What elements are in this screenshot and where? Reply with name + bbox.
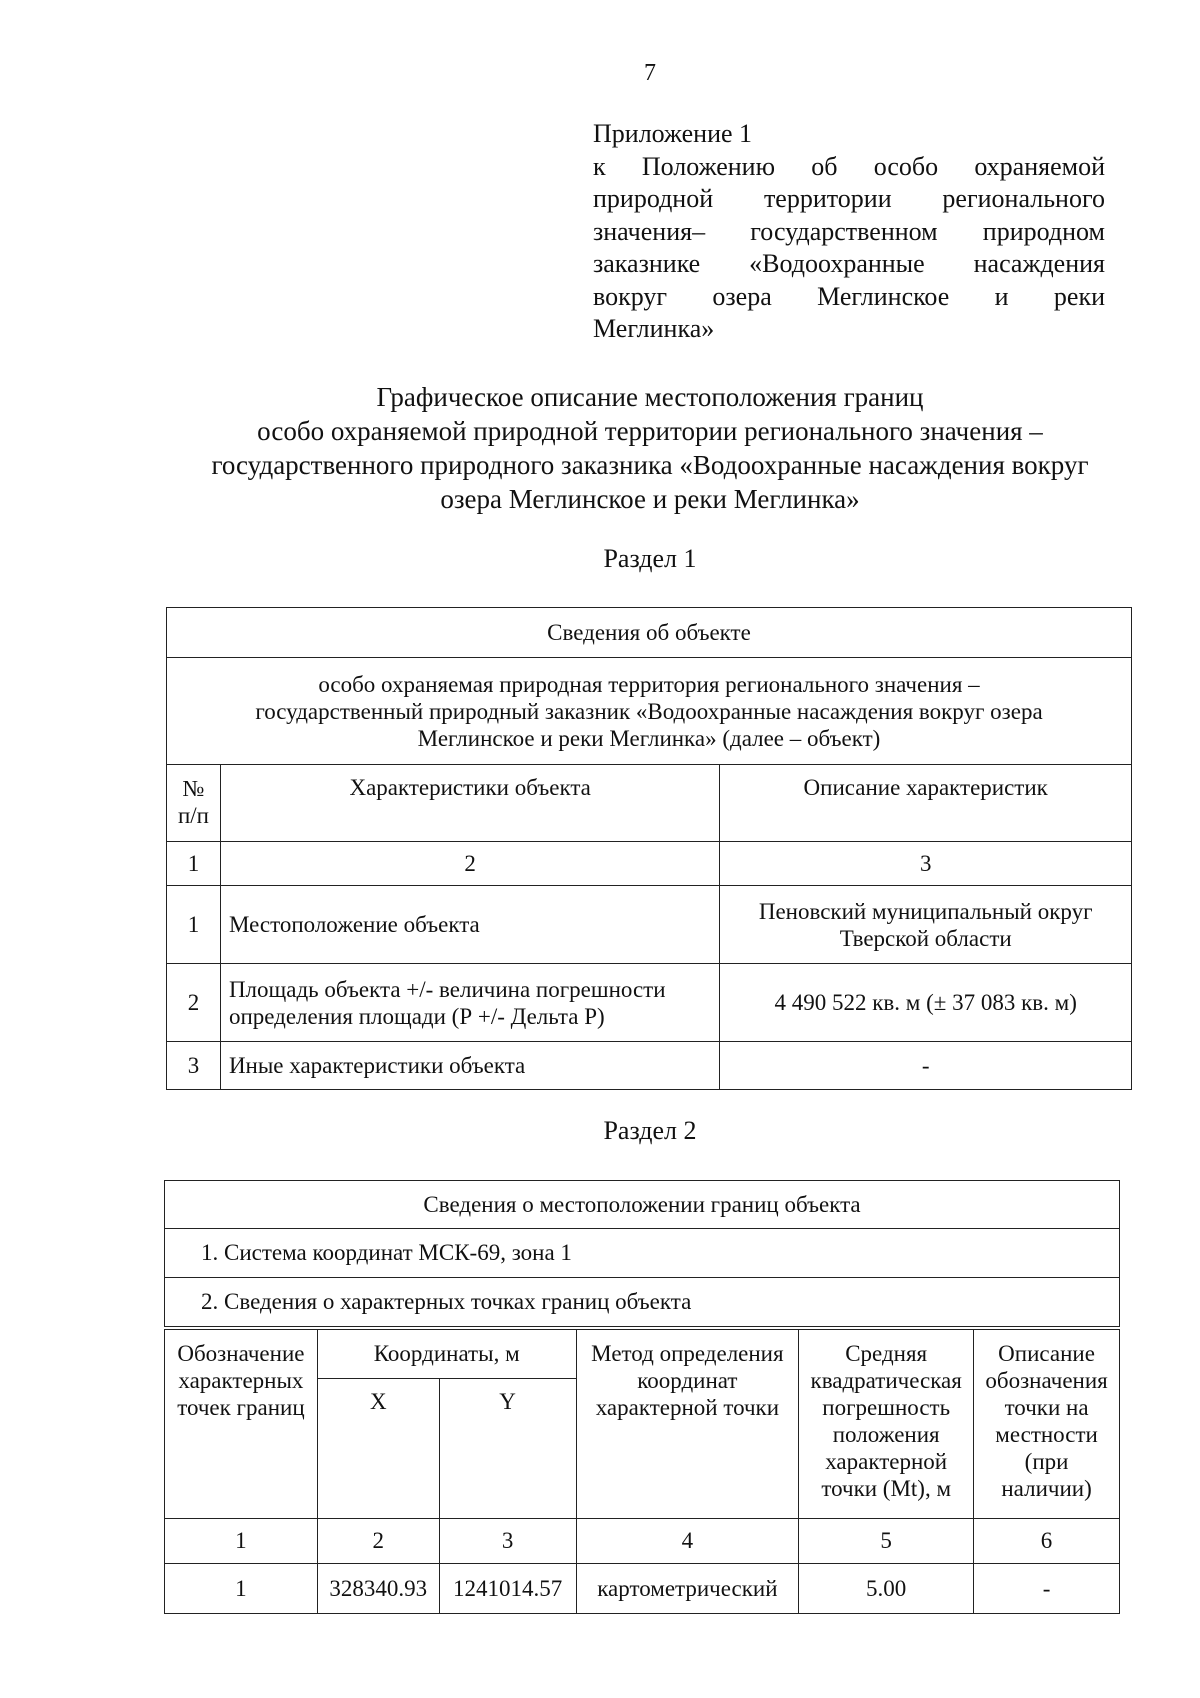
object-info-table bbox=[166, 607, 1132, 1090]
header-line: Метод определения bbox=[591, 1341, 784, 1366]
table-row bbox=[167, 886, 1132, 964]
row-value-line: Тверской области bbox=[839, 925, 1012, 951]
header-line: квадратическая bbox=[810, 1368, 962, 1393]
appendix-line: к Положению об особо охраняемой bbox=[593, 151, 1105, 181]
column-number: 1 bbox=[165, 1519, 318, 1564]
row-num: 1 bbox=[167, 886, 221, 964]
header-line: точек границ bbox=[177, 1395, 305, 1420]
header-line: (при bbox=[1024, 1449, 1069, 1474]
point-error: 5.00 bbox=[799, 1564, 974, 1614]
row-value: 4 490 522 кв. м (± 37 083 кв. м) bbox=[720, 964, 1132, 1042]
column-number: 3 bbox=[439, 1519, 576, 1564]
object-line: Меглинское и реки Меглинка» (далее – объект) bbox=[417, 725, 881, 751]
appendix-line: значения– государственном природном bbox=[593, 216, 1105, 246]
page-number: 7 bbox=[644, 60, 656, 86]
header-line: характерных bbox=[178, 1368, 304, 1393]
point-x: 328340.93 bbox=[317, 1564, 439, 1614]
header-line: точки на bbox=[1004, 1395, 1089, 1420]
row-value bbox=[720, 886, 1132, 964]
point-method: картометрический bbox=[576, 1564, 799, 1614]
document-title bbox=[150, 380, 1150, 516]
object-description bbox=[167, 658, 1132, 765]
section2-heading: Раздел 2 bbox=[603, 1116, 697, 1145]
row-num: 2 bbox=[167, 964, 221, 1042]
header-designation bbox=[165, 1330, 318, 1519]
appendix-line: заказнике «Водоохранные насаждения bbox=[593, 249, 1105, 278]
column-number: 3 bbox=[720, 842, 1132, 886]
section1-heading: Раздел 1 bbox=[603, 544, 697, 573]
column-number: 6 bbox=[974, 1519, 1120, 1564]
object-info-caption: Сведения об объекте bbox=[167, 608, 1132, 658]
row-name-line: определения площади (Р +/- Дельта Р) bbox=[228, 1003, 605, 1029]
title-line: Графическое описание местоположения границ bbox=[376, 382, 924, 412]
header-line: координат bbox=[637, 1368, 738, 1393]
title-line: особо охраняемой природной территории регионального значения – bbox=[257, 416, 1043, 446]
column-number: 4 bbox=[576, 1519, 799, 1564]
header-num-line: п/п bbox=[177, 803, 209, 828]
header-line: Обозначение bbox=[177, 1341, 305, 1366]
header-line: Средняя bbox=[845, 1341, 928, 1366]
table-row bbox=[167, 1042, 1132, 1090]
header-y: Y bbox=[439, 1379, 576, 1519]
boundary-caption: Сведения о местоположении границ объекта bbox=[165, 1181, 1120, 1229]
header-num-line: № bbox=[182, 776, 205, 801]
points-table bbox=[164, 1329, 1120, 1614]
point-desc: - bbox=[974, 1564, 1120, 1614]
row-name: Иные характеристики объекта bbox=[220, 1042, 719, 1090]
object-line: государственный природный заказник «Водоохранные насаждения вокруг озера bbox=[255, 698, 1043, 724]
table-row bbox=[165, 1564, 1120, 1614]
points-caption: 2. Сведения о характерных точках границ объекта bbox=[165, 1278, 1120, 1327]
header-description: Описание характеристик bbox=[720, 765, 1132, 842]
header-line: характерной bbox=[825, 1449, 948, 1474]
column-number: 2 bbox=[317, 1519, 439, 1564]
header-line: наличии) bbox=[1001, 1476, 1092, 1501]
table-row bbox=[167, 964, 1132, 1042]
boundary-info-table bbox=[164, 1180, 1120, 1327]
header-desc bbox=[974, 1330, 1120, 1519]
row-name: Местоположение объекта bbox=[220, 886, 719, 964]
header-line: положения bbox=[832, 1422, 940, 1447]
object-line: особо охраняемая природная территория регионального значения – bbox=[318, 671, 980, 697]
header-coords: Координаты, м bbox=[317, 1330, 576, 1379]
row-value: - bbox=[720, 1042, 1132, 1090]
appendix-line: вокруг озера Меглинское и реки bbox=[593, 281, 1105, 311]
appendix-line: природной территории регионального bbox=[593, 184, 1105, 213]
column-number: 2 bbox=[220, 842, 719, 886]
row-value-line: Пеновский муниципальный округ bbox=[758, 898, 1093, 924]
title-line: государственного природного заказника «Водоохранные насаждения вокруг bbox=[211, 450, 1089, 480]
column-number: 5 bbox=[799, 1519, 974, 1564]
coordinate-system: 1. Система координат МСК-69, зона 1 bbox=[165, 1229, 1120, 1278]
column-number: 1 bbox=[167, 842, 221, 886]
header-line: погрешность bbox=[822, 1395, 951, 1420]
row-num: 3 bbox=[167, 1042, 221, 1090]
header-x: X bbox=[317, 1379, 439, 1519]
row-name bbox=[220, 964, 719, 1042]
header-characteristics: Характеристики объекта bbox=[220, 765, 719, 842]
header-num bbox=[167, 765, 221, 842]
row-name-line: Площадь объекта +/- величина погрешности bbox=[228, 976, 666, 1002]
header-error bbox=[799, 1330, 974, 1519]
header-line: Описание bbox=[998, 1341, 1095, 1366]
header-line: точки (Mt), м bbox=[821, 1476, 952, 1501]
header-line: местности bbox=[995, 1422, 1098, 1447]
point-y: 1241014.57 bbox=[439, 1564, 576, 1614]
title-line: озера Меглинское и реки Меглинка» bbox=[440, 484, 860, 514]
appendix-block bbox=[593, 118, 1105, 346]
header-line: характерной точки bbox=[595, 1395, 780, 1420]
header-line: обозначения bbox=[985, 1368, 1108, 1393]
header-method bbox=[576, 1330, 799, 1519]
appendix-title: Приложение 1 bbox=[593, 119, 753, 148]
appendix-line: Меглинка» bbox=[593, 314, 715, 343]
point-id: 1 bbox=[165, 1564, 318, 1614]
